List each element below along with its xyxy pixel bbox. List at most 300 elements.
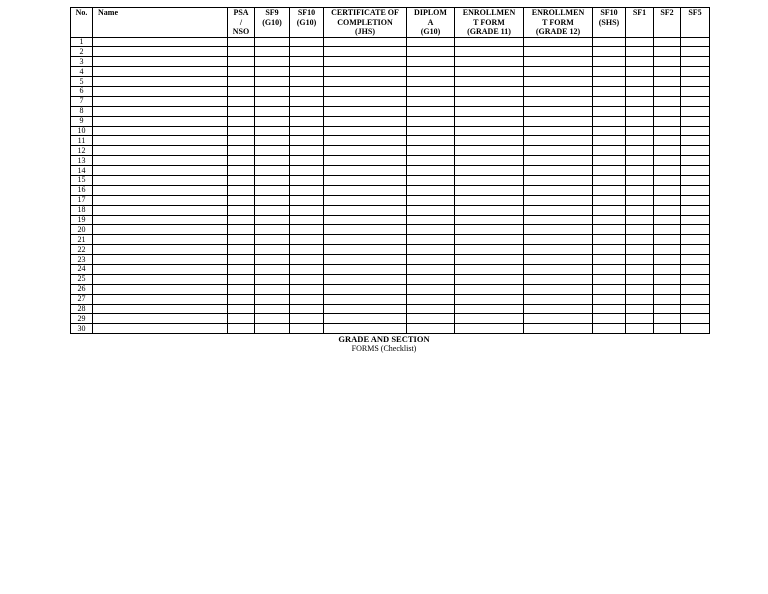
checklist-cell[interactable] bbox=[290, 86, 324, 96]
checklist-cell[interactable] bbox=[524, 86, 593, 96]
checklist-cell[interactable] bbox=[626, 264, 654, 274]
checklist-cell[interactable] bbox=[681, 106, 710, 116]
checklist-cell[interactable] bbox=[593, 175, 626, 185]
checklist-cell[interactable] bbox=[626, 294, 654, 304]
checklist-cell[interactable] bbox=[654, 166, 681, 176]
name-cell[interactable] bbox=[93, 225, 228, 235]
checklist-cell[interactable] bbox=[524, 215, 593, 225]
checklist-cell[interactable] bbox=[407, 166, 455, 176]
checklist-cell[interactable] bbox=[593, 86, 626, 96]
checklist-cell[interactable] bbox=[524, 37, 593, 47]
checklist-cell[interactable] bbox=[593, 284, 626, 294]
name-cell[interactable] bbox=[93, 245, 228, 255]
checklist-cell[interactable] bbox=[681, 116, 710, 126]
checklist-cell[interactable] bbox=[654, 274, 681, 284]
checklist-cell[interactable] bbox=[524, 126, 593, 136]
checklist-cell[interactable] bbox=[524, 146, 593, 156]
checklist-cell[interactable] bbox=[626, 136, 654, 146]
checklist-cell[interactable] bbox=[324, 126, 407, 136]
checklist-cell[interactable] bbox=[593, 77, 626, 87]
checklist-cell[interactable] bbox=[407, 304, 455, 314]
checklist-cell[interactable] bbox=[524, 304, 593, 314]
checklist-cell[interactable] bbox=[524, 57, 593, 67]
checklist-cell[interactable] bbox=[228, 47, 255, 57]
checklist-cell[interactable] bbox=[290, 156, 324, 166]
checklist-cell[interactable] bbox=[593, 166, 626, 176]
checklist-cell[interactable] bbox=[593, 47, 626, 57]
checklist-cell[interactable] bbox=[324, 96, 407, 106]
checklist-cell[interactable] bbox=[255, 215, 290, 225]
checklist-cell[interactable] bbox=[290, 116, 324, 126]
checklist-cell[interactable] bbox=[455, 156, 524, 166]
checklist-cell[interactable] bbox=[681, 96, 710, 106]
checklist-cell[interactable] bbox=[324, 324, 407, 334]
checklist-cell[interactable] bbox=[324, 67, 407, 77]
checklist-cell[interactable] bbox=[654, 215, 681, 225]
checklist-cell[interactable] bbox=[290, 195, 324, 205]
checklist-cell[interactable] bbox=[654, 77, 681, 87]
checklist-cell[interactable] bbox=[255, 146, 290, 156]
name-cell[interactable] bbox=[93, 126, 228, 136]
checklist-cell[interactable] bbox=[654, 116, 681, 126]
checklist-cell[interactable] bbox=[626, 67, 654, 77]
checklist-cell[interactable] bbox=[255, 86, 290, 96]
checklist-cell[interactable] bbox=[626, 175, 654, 185]
checklist-cell[interactable] bbox=[455, 324, 524, 334]
name-cell[interactable] bbox=[93, 215, 228, 225]
checklist-cell[interactable] bbox=[228, 156, 255, 166]
checklist-cell[interactable] bbox=[593, 274, 626, 284]
checklist-cell[interactable] bbox=[407, 324, 455, 334]
checklist-cell[interactable] bbox=[593, 245, 626, 255]
checklist-cell[interactable] bbox=[290, 67, 324, 77]
name-cell[interactable] bbox=[93, 86, 228, 96]
checklist-cell[interactable] bbox=[407, 185, 455, 195]
checklist-cell[interactable] bbox=[255, 314, 290, 324]
checklist-cell[interactable] bbox=[626, 166, 654, 176]
checklist-cell[interactable] bbox=[324, 116, 407, 126]
checklist-cell[interactable] bbox=[455, 264, 524, 274]
checklist-cell[interactable] bbox=[681, 37, 710, 47]
checklist-cell[interactable] bbox=[324, 195, 407, 205]
checklist-cell[interactable] bbox=[407, 67, 455, 77]
checklist-cell[interactable] bbox=[324, 156, 407, 166]
checklist-cell[interactable] bbox=[228, 225, 255, 235]
checklist-cell[interactable] bbox=[228, 77, 255, 87]
checklist-cell[interactable] bbox=[290, 245, 324, 255]
name-cell[interactable] bbox=[93, 274, 228, 284]
checklist-cell[interactable] bbox=[255, 235, 290, 245]
checklist-cell[interactable] bbox=[593, 116, 626, 126]
checklist-cell[interactable] bbox=[407, 116, 455, 126]
checklist-cell[interactable] bbox=[654, 96, 681, 106]
checklist-cell[interactable] bbox=[255, 166, 290, 176]
checklist-cell[interactable] bbox=[255, 57, 290, 67]
name-cell[interactable] bbox=[93, 77, 228, 87]
checklist-cell[interactable] bbox=[228, 195, 255, 205]
checklist-cell[interactable] bbox=[255, 175, 290, 185]
checklist-cell[interactable] bbox=[654, 264, 681, 274]
checklist-cell[interactable] bbox=[681, 324, 710, 334]
name-cell[interactable] bbox=[93, 106, 228, 116]
checklist-cell[interactable] bbox=[626, 185, 654, 195]
checklist-cell[interactable] bbox=[524, 47, 593, 57]
checklist-cell[interactable] bbox=[255, 245, 290, 255]
checklist-cell[interactable] bbox=[290, 294, 324, 304]
checklist-cell[interactable] bbox=[593, 235, 626, 245]
checklist-cell[interactable] bbox=[593, 126, 626, 136]
checklist-cell[interactable] bbox=[407, 77, 455, 87]
checklist-cell[interactable] bbox=[626, 57, 654, 67]
checklist-cell[interactable] bbox=[626, 274, 654, 284]
checklist-cell[interactable] bbox=[524, 255, 593, 265]
checklist-cell[interactable] bbox=[626, 146, 654, 156]
checklist-cell[interactable] bbox=[290, 225, 324, 235]
checklist-cell[interactable] bbox=[654, 146, 681, 156]
checklist-cell[interactable] bbox=[524, 185, 593, 195]
checklist-cell[interactable] bbox=[654, 195, 681, 205]
checklist-cell[interactable] bbox=[626, 314, 654, 324]
checklist-cell[interactable] bbox=[407, 294, 455, 304]
checklist-cell[interactable] bbox=[290, 274, 324, 284]
checklist-cell[interactable] bbox=[455, 67, 524, 77]
checklist-cell[interactable] bbox=[228, 57, 255, 67]
name-cell[interactable] bbox=[93, 324, 228, 334]
checklist-cell[interactable] bbox=[681, 304, 710, 314]
checklist-cell[interactable] bbox=[681, 185, 710, 195]
checklist-cell[interactable] bbox=[228, 185, 255, 195]
checklist-cell[interactable] bbox=[324, 255, 407, 265]
checklist-cell[interactable] bbox=[681, 274, 710, 284]
checklist-cell[interactable] bbox=[455, 314, 524, 324]
checklist-cell[interactable] bbox=[524, 245, 593, 255]
checklist-cell[interactable] bbox=[654, 67, 681, 77]
checklist-cell[interactable] bbox=[654, 314, 681, 324]
checklist-cell[interactable] bbox=[455, 57, 524, 67]
checklist-cell[interactable] bbox=[681, 175, 710, 185]
checklist-cell[interactable] bbox=[455, 47, 524, 57]
checklist-cell[interactable] bbox=[324, 245, 407, 255]
checklist-cell[interactable] bbox=[681, 205, 710, 215]
name-cell[interactable] bbox=[93, 116, 228, 126]
checklist-cell[interactable] bbox=[255, 205, 290, 215]
checklist-cell[interactable] bbox=[455, 37, 524, 47]
checklist-cell[interactable] bbox=[654, 304, 681, 314]
name-cell[interactable] bbox=[93, 304, 228, 314]
checklist-cell[interactable] bbox=[455, 77, 524, 87]
checklist-cell[interactable] bbox=[524, 294, 593, 304]
checklist-cell[interactable] bbox=[324, 304, 407, 314]
checklist-cell[interactable] bbox=[290, 96, 324, 106]
checklist-cell[interactable] bbox=[524, 205, 593, 215]
checklist-cell[interactable] bbox=[228, 304, 255, 314]
checklist-cell[interactable] bbox=[324, 86, 407, 96]
checklist-cell[interactable] bbox=[681, 77, 710, 87]
checklist-cell[interactable] bbox=[626, 126, 654, 136]
checklist-cell[interactable] bbox=[228, 37, 255, 47]
checklist-cell[interactable] bbox=[654, 156, 681, 166]
checklist-cell[interactable] bbox=[593, 185, 626, 195]
checklist-cell[interactable] bbox=[654, 245, 681, 255]
checklist-cell[interactable] bbox=[681, 156, 710, 166]
checklist-cell[interactable] bbox=[228, 205, 255, 215]
checklist-cell[interactable] bbox=[255, 156, 290, 166]
checklist-cell[interactable] bbox=[228, 126, 255, 136]
checklist-cell[interactable] bbox=[290, 126, 324, 136]
checklist-cell[interactable] bbox=[524, 264, 593, 274]
checklist-cell[interactable] bbox=[455, 284, 524, 294]
checklist-cell[interactable] bbox=[654, 47, 681, 57]
checklist-cell[interactable] bbox=[524, 77, 593, 87]
checklist-cell[interactable] bbox=[626, 215, 654, 225]
checklist-cell[interactable] bbox=[455, 166, 524, 176]
checklist-cell[interactable] bbox=[228, 274, 255, 284]
name-cell[interactable] bbox=[93, 205, 228, 215]
checklist-cell[interactable] bbox=[407, 255, 455, 265]
name-cell[interactable] bbox=[93, 255, 228, 265]
checklist-cell[interactable] bbox=[681, 195, 710, 205]
checklist-cell[interactable] bbox=[290, 175, 324, 185]
checklist-cell[interactable] bbox=[228, 106, 255, 116]
checklist-cell[interactable] bbox=[407, 136, 455, 146]
checklist-cell[interactable] bbox=[626, 235, 654, 245]
checklist-cell[interactable] bbox=[228, 96, 255, 106]
checklist-cell[interactable] bbox=[407, 146, 455, 156]
name-cell[interactable] bbox=[93, 146, 228, 156]
checklist-cell[interactable] bbox=[455, 106, 524, 116]
checklist-cell[interactable] bbox=[228, 294, 255, 304]
checklist-cell[interactable] bbox=[255, 304, 290, 314]
checklist-cell[interactable] bbox=[593, 156, 626, 166]
checklist-cell[interactable] bbox=[228, 146, 255, 156]
checklist-cell[interactable] bbox=[255, 47, 290, 57]
checklist-cell[interactable] bbox=[654, 185, 681, 195]
checklist-cell[interactable] bbox=[324, 274, 407, 284]
checklist-cell[interactable] bbox=[524, 175, 593, 185]
checklist-cell[interactable] bbox=[324, 57, 407, 67]
checklist-cell[interactable] bbox=[455, 205, 524, 215]
checklist-cell[interactable] bbox=[455, 136, 524, 146]
checklist-cell[interactable] bbox=[455, 86, 524, 96]
checklist-cell[interactable] bbox=[324, 166, 407, 176]
checklist-cell[interactable] bbox=[324, 264, 407, 274]
checklist-cell[interactable] bbox=[626, 195, 654, 205]
checklist-cell[interactable] bbox=[455, 294, 524, 304]
checklist-cell[interactable] bbox=[407, 274, 455, 284]
checklist-cell[interactable] bbox=[681, 314, 710, 324]
checklist-cell[interactable] bbox=[455, 185, 524, 195]
checklist-cell[interactable] bbox=[324, 175, 407, 185]
name-cell[interactable] bbox=[93, 67, 228, 77]
checklist-cell[interactable] bbox=[407, 225, 455, 235]
checklist-cell[interactable] bbox=[324, 314, 407, 324]
checklist-cell[interactable] bbox=[407, 96, 455, 106]
checklist-cell[interactable] bbox=[324, 225, 407, 235]
name-cell[interactable] bbox=[93, 314, 228, 324]
checklist-cell[interactable] bbox=[255, 77, 290, 87]
checklist-cell[interactable] bbox=[290, 235, 324, 245]
checklist-cell[interactable] bbox=[255, 255, 290, 265]
checklist-cell[interactable] bbox=[228, 67, 255, 77]
checklist-cell[interactable] bbox=[228, 324, 255, 334]
checklist-cell[interactable] bbox=[255, 96, 290, 106]
checklist-cell[interactable] bbox=[290, 205, 324, 215]
checklist-cell[interactable] bbox=[681, 225, 710, 235]
checklist-cell[interactable] bbox=[626, 77, 654, 87]
checklist-cell[interactable] bbox=[290, 47, 324, 57]
checklist-cell[interactable] bbox=[681, 126, 710, 136]
checklist-cell[interactable] bbox=[593, 255, 626, 265]
checklist-cell[interactable] bbox=[626, 47, 654, 57]
checklist-cell[interactable] bbox=[228, 314, 255, 324]
checklist-cell[interactable] bbox=[228, 86, 255, 96]
checklist-cell[interactable] bbox=[593, 264, 626, 274]
checklist-cell[interactable] bbox=[593, 294, 626, 304]
checklist-cell[interactable] bbox=[626, 284, 654, 294]
checklist-cell[interactable] bbox=[228, 116, 255, 126]
checklist-cell[interactable] bbox=[407, 245, 455, 255]
checklist-cell[interactable] bbox=[290, 284, 324, 294]
name-cell[interactable] bbox=[93, 156, 228, 166]
checklist-cell[interactable] bbox=[524, 274, 593, 284]
checklist-cell[interactable] bbox=[290, 106, 324, 116]
checklist-cell[interactable] bbox=[324, 136, 407, 146]
checklist-cell[interactable] bbox=[407, 126, 455, 136]
checklist-cell[interactable] bbox=[654, 235, 681, 245]
checklist-cell[interactable] bbox=[681, 235, 710, 245]
checklist-cell[interactable] bbox=[290, 77, 324, 87]
checklist-cell[interactable] bbox=[290, 264, 324, 274]
checklist-cell[interactable] bbox=[524, 324, 593, 334]
checklist-cell[interactable] bbox=[255, 324, 290, 334]
checklist-cell[interactable] bbox=[455, 175, 524, 185]
name-cell[interactable] bbox=[93, 284, 228, 294]
checklist-cell[interactable] bbox=[255, 185, 290, 195]
checklist-cell[interactable] bbox=[290, 185, 324, 195]
checklist-cell[interactable] bbox=[255, 126, 290, 136]
checklist-cell[interactable] bbox=[524, 284, 593, 294]
checklist-cell[interactable] bbox=[290, 146, 324, 156]
checklist-cell[interactable] bbox=[626, 156, 654, 166]
checklist-cell[interactable] bbox=[228, 166, 255, 176]
checklist-cell[interactable] bbox=[626, 255, 654, 265]
checklist-cell[interactable] bbox=[681, 294, 710, 304]
checklist-cell[interactable] bbox=[593, 195, 626, 205]
checklist-cell[interactable] bbox=[455, 225, 524, 235]
checklist-cell[interactable] bbox=[228, 136, 255, 146]
checklist-cell[interactable] bbox=[524, 156, 593, 166]
checklist-cell[interactable] bbox=[228, 264, 255, 274]
checklist-cell[interactable] bbox=[324, 235, 407, 245]
name-cell[interactable] bbox=[93, 185, 228, 195]
checklist-cell[interactable] bbox=[455, 215, 524, 225]
checklist-cell[interactable] bbox=[593, 225, 626, 235]
checklist-cell[interactable] bbox=[324, 205, 407, 215]
checklist-cell[interactable] bbox=[455, 96, 524, 106]
checklist-cell[interactable] bbox=[455, 255, 524, 265]
checklist-cell[interactable] bbox=[290, 314, 324, 324]
checklist-cell[interactable] bbox=[654, 284, 681, 294]
checklist-cell[interactable] bbox=[255, 284, 290, 294]
checklist-cell[interactable] bbox=[681, 264, 710, 274]
name-cell[interactable] bbox=[93, 37, 228, 47]
checklist-cell[interactable] bbox=[455, 245, 524, 255]
checklist-cell[interactable] bbox=[524, 96, 593, 106]
checklist-cell[interactable] bbox=[654, 136, 681, 146]
name-cell[interactable] bbox=[93, 264, 228, 274]
checklist-cell[interactable] bbox=[324, 185, 407, 195]
checklist-cell[interactable] bbox=[626, 116, 654, 126]
checklist-cell[interactable] bbox=[290, 136, 324, 146]
checklist-cell[interactable] bbox=[593, 96, 626, 106]
checklist-cell[interactable] bbox=[255, 37, 290, 47]
checklist-cell[interactable] bbox=[654, 175, 681, 185]
checklist-cell[interactable] bbox=[593, 215, 626, 225]
checklist-cell[interactable] bbox=[407, 264, 455, 274]
checklist-cell[interactable] bbox=[681, 146, 710, 156]
checklist-cell[interactable] bbox=[324, 215, 407, 225]
name-cell[interactable] bbox=[93, 294, 228, 304]
checklist-cell[interactable] bbox=[455, 274, 524, 284]
checklist-cell[interactable] bbox=[290, 255, 324, 265]
checklist-cell[interactable] bbox=[407, 57, 455, 67]
checklist-cell[interactable] bbox=[681, 255, 710, 265]
checklist-cell[interactable] bbox=[681, 86, 710, 96]
checklist-cell[interactable] bbox=[593, 67, 626, 77]
checklist-cell[interactable] bbox=[407, 215, 455, 225]
name-cell[interactable] bbox=[93, 57, 228, 67]
checklist-cell[interactable] bbox=[626, 304, 654, 314]
checklist-cell[interactable] bbox=[407, 156, 455, 166]
name-cell[interactable] bbox=[93, 235, 228, 245]
checklist-cell[interactable] bbox=[290, 324, 324, 334]
name-cell[interactable] bbox=[93, 175, 228, 185]
name-cell[interactable] bbox=[93, 47, 228, 57]
checklist-cell[interactable] bbox=[407, 106, 455, 116]
checklist-cell[interactable] bbox=[407, 314, 455, 324]
checklist-cell[interactable] bbox=[524, 67, 593, 77]
checklist-cell[interactable] bbox=[681, 245, 710, 255]
checklist-cell[interactable] bbox=[228, 215, 255, 225]
checklist-cell[interactable] bbox=[524, 116, 593, 126]
checklist-cell[interactable] bbox=[255, 294, 290, 304]
checklist-cell[interactable] bbox=[681, 67, 710, 77]
checklist-cell[interactable] bbox=[593, 136, 626, 146]
checklist-cell[interactable] bbox=[654, 37, 681, 47]
checklist-cell[interactable] bbox=[455, 126, 524, 136]
checklist-cell[interactable] bbox=[654, 86, 681, 96]
checklist-cell[interactable] bbox=[524, 166, 593, 176]
checklist-cell[interactable] bbox=[407, 235, 455, 245]
checklist-cell[interactable] bbox=[255, 225, 290, 235]
checklist-cell[interactable] bbox=[290, 215, 324, 225]
checklist-cell[interactable] bbox=[324, 146, 407, 156]
checklist-cell[interactable] bbox=[290, 304, 324, 314]
checklist-cell[interactable] bbox=[324, 284, 407, 294]
checklist-cell[interactable] bbox=[524, 225, 593, 235]
checklist-cell[interactable] bbox=[654, 255, 681, 265]
checklist-cell[interactable] bbox=[524, 136, 593, 146]
checklist-cell[interactable] bbox=[593, 37, 626, 47]
checklist-cell[interactable] bbox=[626, 86, 654, 96]
checklist-cell[interactable] bbox=[654, 225, 681, 235]
checklist-cell[interactable] bbox=[255, 67, 290, 77]
checklist-cell[interactable] bbox=[593, 314, 626, 324]
checklist-cell[interactable] bbox=[407, 205, 455, 215]
name-cell[interactable] bbox=[93, 195, 228, 205]
checklist-cell[interactable] bbox=[654, 324, 681, 334]
checklist-cell[interactable] bbox=[681, 47, 710, 57]
